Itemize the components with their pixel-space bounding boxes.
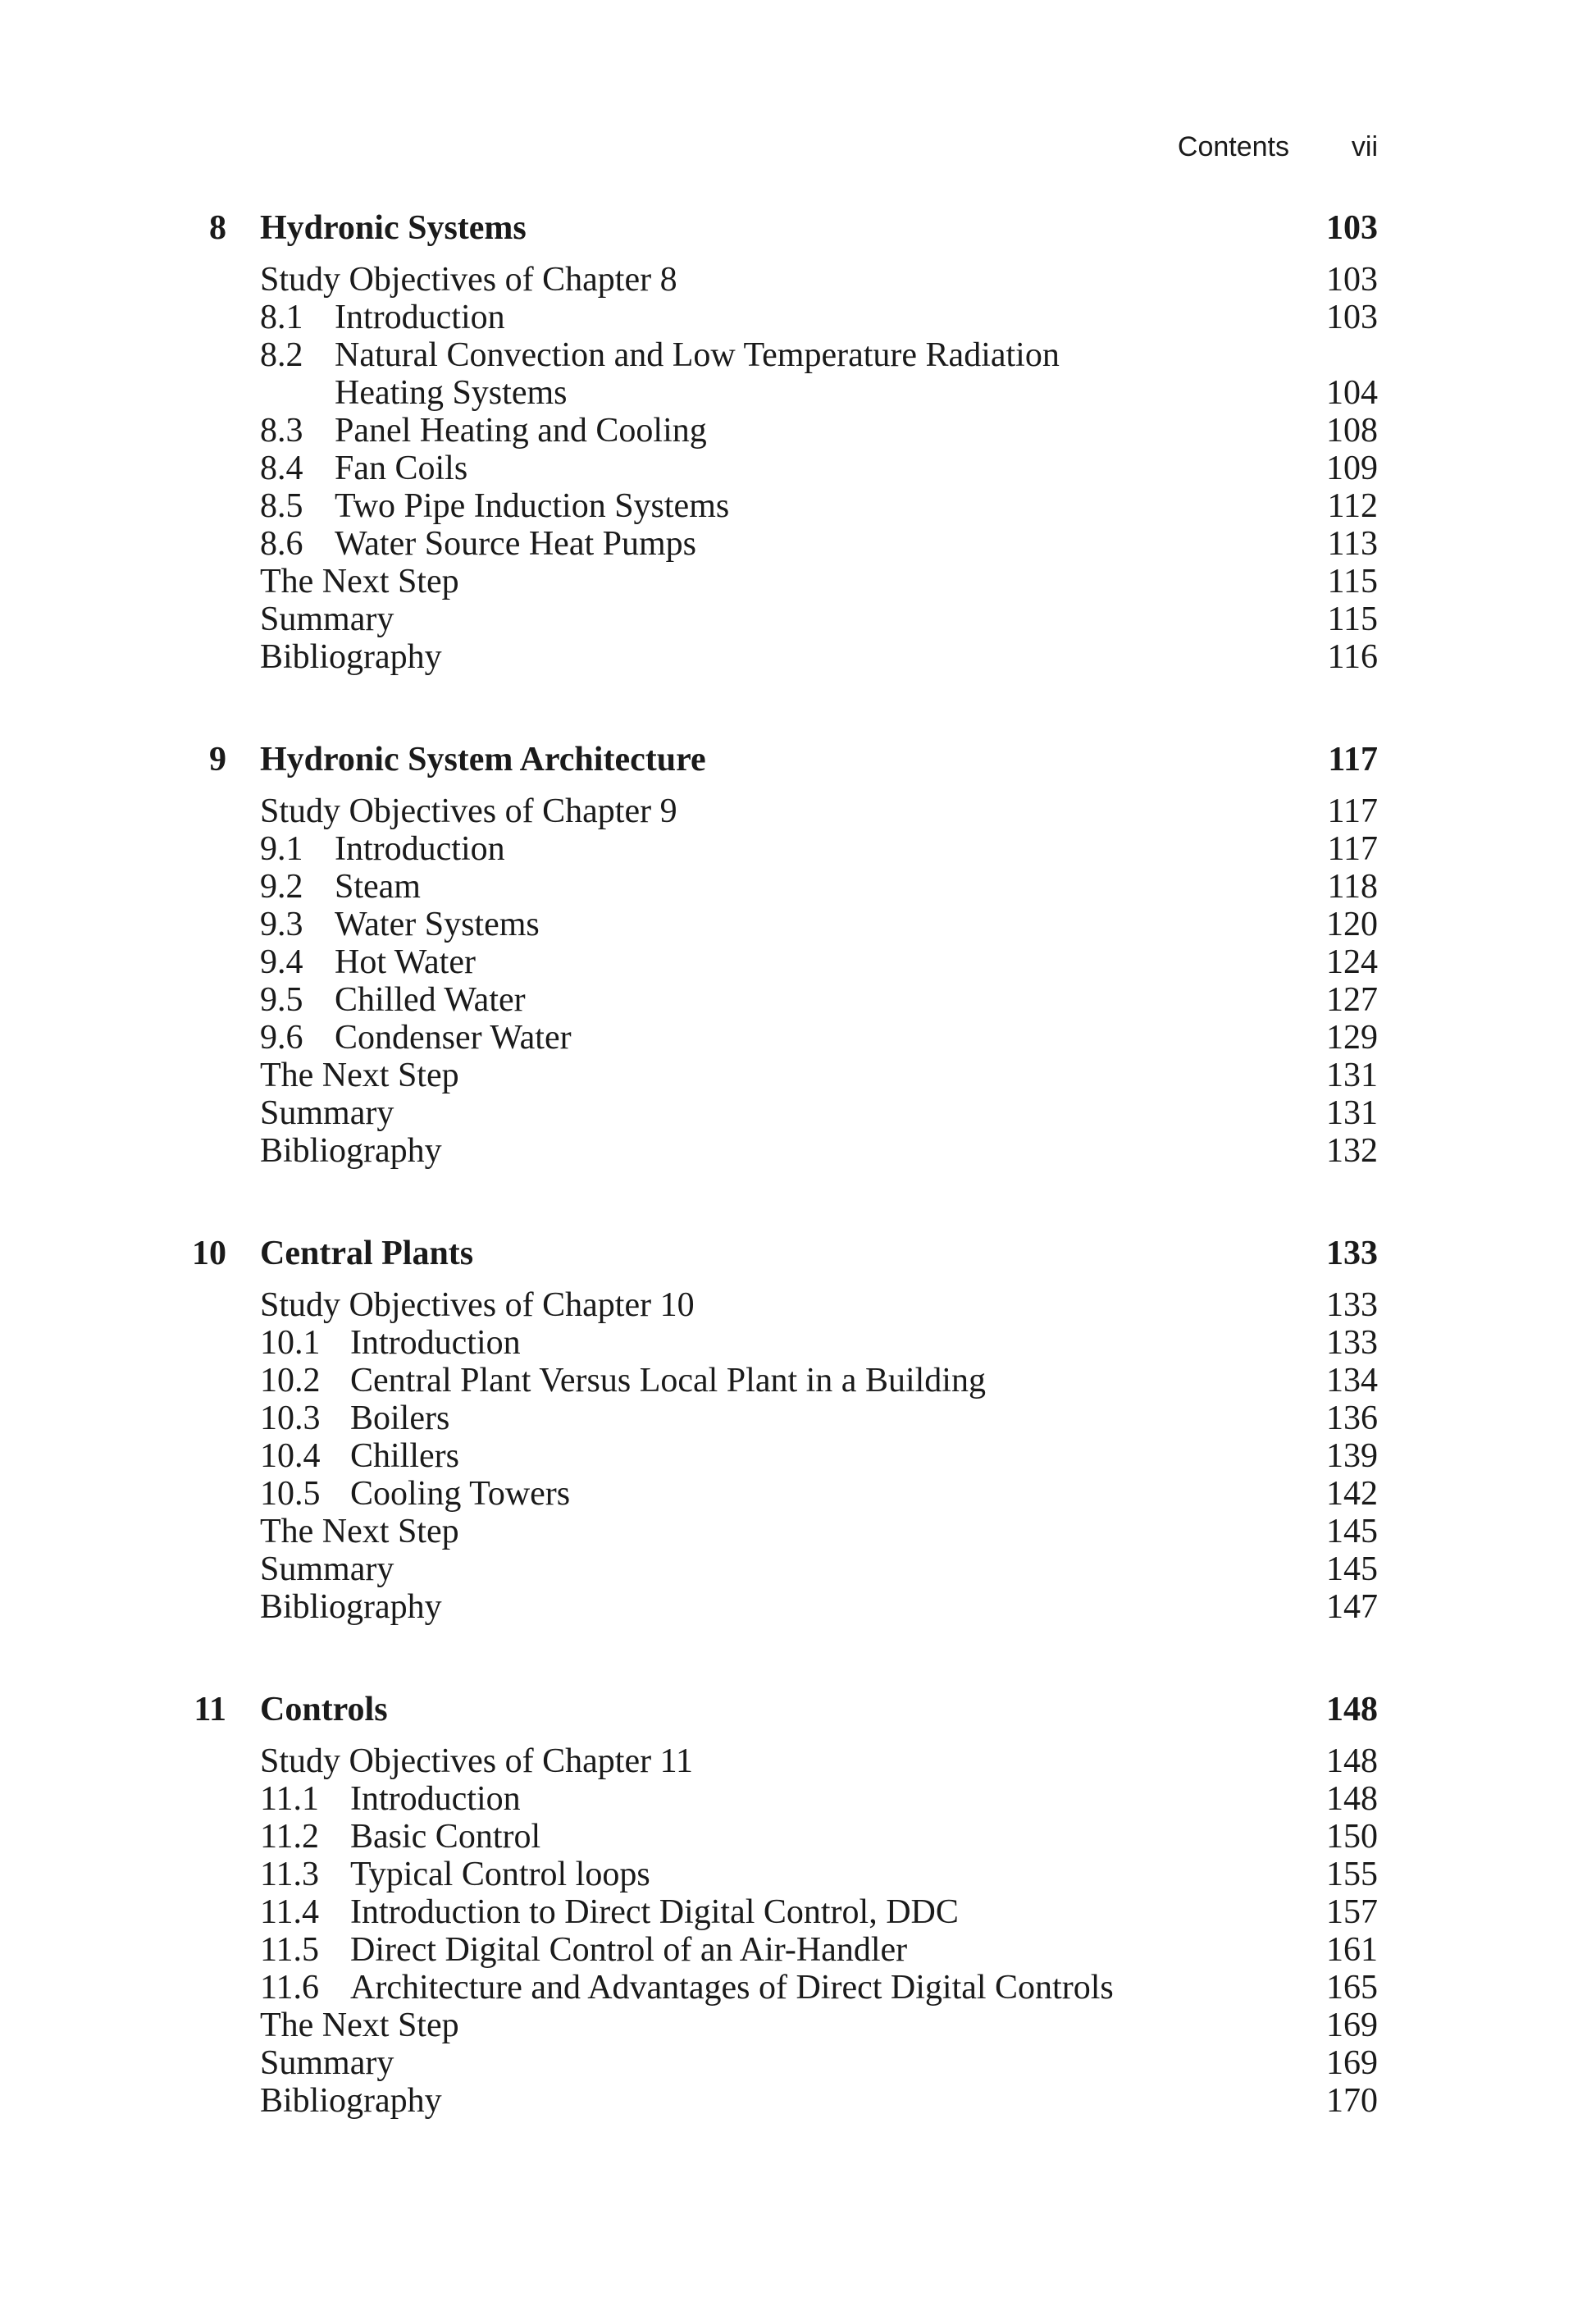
section-title: Panel Heating and Cooling xyxy=(335,412,707,450)
toc-entry-next-step xyxy=(0,2007,1596,2044)
section-page: 120 xyxy=(1326,906,1378,943)
chapter-number: 8 xyxy=(209,209,226,247)
entry-title: Summary xyxy=(260,600,394,638)
entry-page: 116 xyxy=(1327,638,1378,676)
chapter-page: 103 xyxy=(1326,209,1378,247)
toc-section xyxy=(0,868,1596,906)
section-page: 104 xyxy=(1326,374,1378,412)
toc-section xyxy=(0,1856,1596,1893)
section-title: Typical Control loops xyxy=(350,1856,650,1893)
toc-section xyxy=(0,906,1596,943)
section-number: 11.2 xyxy=(260,1818,319,1856)
entry-page: 145 xyxy=(1326,1550,1378,1588)
entry-title: Summary xyxy=(260,2044,394,2082)
toc-entry-next-step xyxy=(0,1057,1596,1094)
section-number: 11.4 xyxy=(260,1893,319,1931)
toc-section xyxy=(0,336,1596,412)
section-page: 109 xyxy=(1326,450,1378,487)
chapter-title: Controls xyxy=(260,1691,388,1728)
section-number: 10.3 xyxy=(260,1399,321,1437)
section-number: 8.5 xyxy=(260,487,303,525)
chapter-number: 11 xyxy=(194,1691,226,1728)
section-page: 129 xyxy=(1326,1019,1378,1057)
section-page: 150 xyxy=(1326,1818,1378,1856)
section-page: 139 xyxy=(1326,1437,1378,1475)
entry-page: 115 xyxy=(1327,600,1378,638)
section-title: Condenser Water xyxy=(335,1019,572,1057)
entry-page: 169 xyxy=(1326,2007,1378,2044)
toc-entry-objectives xyxy=(0,1742,1596,1780)
chapter-number: 9 xyxy=(209,741,226,778)
section-number: 8.1 xyxy=(260,299,303,336)
entry-page: 170 xyxy=(1326,2082,1378,2120)
section-number: 9.1 xyxy=(260,830,303,868)
entry-title: The Next Step xyxy=(260,1513,459,1550)
section-page: 113 xyxy=(1327,525,1378,563)
section-title: Architecture and Advantages of Direct Digital Controls xyxy=(350,1969,1114,2007)
section-number: 10.2 xyxy=(260,1362,321,1399)
toc-entry-summary xyxy=(0,600,1596,638)
toc-section xyxy=(0,1818,1596,1856)
toc-section xyxy=(0,1362,1596,1399)
toc-entry-next-step xyxy=(0,563,1596,600)
section-number: 9.6 xyxy=(260,1019,303,1057)
entry-title: Study Objectives of Chapter 9 xyxy=(260,792,677,830)
section-number: 10.4 xyxy=(260,1437,321,1475)
section-page: 127 xyxy=(1326,981,1378,1019)
running-head-page-number: vii xyxy=(1351,131,1378,162)
section-number: 10.5 xyxy=(260,1475,321,1513)
toc-section xyxy=(0,1780,1596,1818)
chapter-11 xyxy=(0,1688,1596,2120)
section-number: 8.4 xyxy=(260,450,303,487)
entry-title: Bibliography xyxy=(260,638,442,676)
toc-section xyxy=(0,981,1596,1019)
entry-title: The Next Step xyxy=(260,2007,459,2044)
section-number: 11.3 xyxy=(260,1856,319,1893)
entry-page: 169 xyxy=(1326,2044,1378,2082)
section-title: Fan Coils xyxy=(335,450,468,487)
section-title: Water Systems xyxy=(335,906,540,943)
entry-title: Bibliography xyxy=(260,1588,442,1626)
section-title: Chillers xyxy=(350,1437,459,1475)
entry-title: Study Objectives of Chapter 11 xyxy=(260,1742,694,1780)
toc-entry-summary xyxy=(0,1094,1596,1132)
chapter-9 xyxy=(0,738,1596,1170)
section-title: Two Pipe Induction Systems xyxy=(335,487,730,525)
entry-page: 132 xyxy=(1326,1132,1378,1170)
toc-section xyxy=(0,299,1596,336)
section-page: 165 xyxy=(1326,1969,1378,2007)
section-page: 161 xyxy=(1326,1931,1378,1969)
section-title-continued: Heating Systems xyxy=(335,374,568,412)
section-page: 134 xyxy=(1326,1362,1378,1399)
chapter-page: 148 xyxy=(1326,1691,1378,1728)
toc-section xyxy=(0,1893,1596,1931)
toc-section xyxy=(0,525,1596,563)
toc-section xyxy=(0,412,1596,450)
section-number: 8.6 xyxy=(260,525,303,563)
section-title: Introduction xyxy=(350,1780,521,1818)
toc-entry-summary xyxy=(0,2044,1596,2082)
section-title: Water Source Heat Pumps xyxy=(335,525,696,563)
section-page: 157 xyxy=(1326,1893,1378,1931)
section-page: 103 xyxy=(1326,299,1378,336)
chapter-page: 117 xyxy=(1328,741,1378,778)
section-page: 112 xyxy=(1327,487,1378,525)
section-page: 118 xyxy=(1327,868,1378,906)
section-number: 9.4 xyxy=(260,943,303,981)
section-number: 9.3 xyxy=(260,906,303,943)
section-title: Natural Convection and Low Temperature Radiation xyxy=(335,336,1060,374)
toc-entry-bibliography xyxy=(0,1132,1596,1170)
entry-page: 131 xyxy=(1326,1094,1378,1132)
chapter-heading xyxy=(0,207,1596,249)
section-number: 9.2 xyxy=(260,868,303,906)
toc-section xyxy=(0,1969,1596,2007)
section-title: Steam xyxy=(335,868,421,906)
entry-title: Summary xyxy=(260,1094,394,1132)
toc-entry-objectives xyxy=(0,792,1596,830)
toc-section xyxy=(0,943,1596,981)
section-number: 9.5 xyxy=(260,981,303,1019)
section-title: Boilers xyxy=(350,1399,450,1437)
chapter-10 xyxy=(0,1232,1596,1626)
entry-title: The Next Step xyxy=(260,563,459,600)
chapter-title: Hydronic Systems xyxy=(260,209,527,247)
running-head-title: Contents xyxy=(1177,131,1289,162)
toc-section xyxy=(0,1324,1596,1362)
toc-entry-next-step xyxy=(0,1513,1596,1550)
section-number: 8.3 xyxy=(260,412,303,450)
toc-entry-objectives xyxy=(0,1286,1596,1324)
chapter-number: 10 xyxy=(192,1235,226,1272)
entry-page: 103 xyxy=(1326,261,1378,299)
section-number: 11.1 xyxy=(260,1780,319,1818)
section-title: Introduction xyxy=(335,299,505,336)
toc-entry-bibliography xyxy=(0,1588,1596,1626)
section-number: 11.6 xyxy=(260,1969,319,2007)
section-page: 133 xyxy=(1326,1324,1378,1362)
entry-page: 147 xyxy=(1326,1588,1378,1626)
toc-section xyxy=(0,1437,1596,1475)
chapter-page: 133 xyxy=(1326,1235,1378,1272)
entry-title: Bibliography xyxy=(260,2082,442,2120)
section-number: 10.1 xyxy=(260,1324,321,1362)
entry-title: Study Objectives of Chapter 8 xyxy=(260,261,677,299)
entry-page: 131 xyxy=(1326,1057,1378,1094)
chapter-title: Hydronic System Architecture xyxy=(260,741,706,778)
running-head xyxy=(1066,131,1378,171)
toc-entry-bibliography xyxy=(0,2082,1596,2120)
section-title: Introduction xyxy=(350,1324,521,1362)
chapter-heading xyxy=(0,1688,1596,1731)
entry-page: 117 xyxy=(1327,792,1378,830)
toc-entry-bibliography xyxy=(0,638,1596,676)
toc-section xyxy=(0,1475,1596,1513)
chapter-heading xyxy=(0,1232,1596,1275)
toc-section xyxy=(0,487,1596,525)
toc-section xyxy=(0,830,1596,868)
chapter-heading xyxy=(0,738,1596,781)
toc-entry-summary xyxy=(0,1550,1596,1588)
chapter-8 xyxy=(0,207,1596,676)
section-title: Direct Digital Control of an Air-Handler xyxy=(350,1931,908,1969)
section-title: Cooling Towers xyxy=(350,1475,571,1513)
section-title: Hot Water xyxy=(335,943,476,981)
entry-page: 115 xyxy=(1327,563,1378,600)
section-title: Introduction to Direct Digital Control, DDC xyxy=(350,1893,959,1931)
section-page: 108 xyxy=(1326,412,1378,450)
entry-title: The Next Step xyxy=(260,1057,459,1094)
toc-section xyxy=(0,1399,1596,1437)
section-title: Basic Control xyxy=(350,1818,541,1856)
toc-section xyxy=(0,450,1596,487)
section-number: 8.2 xyxy=(260,336,303,374)
section-title: Introduction xyxy=(335,830,505,868)
toc-entry-objectives xyxy=(0,261,1596,299)
entry-page: 148 xyxy=(1326,1742,1378,1780)
chapter-title: Central Plants xyxy=(260,1235,474,1272)
toc-section xyxy=(0,1019,1596,1057)
entry-page: 133 xyxy=(1326,1286,1378,1324)
section-page: 142 xyxy=(1326,1475,1378,1513)
section-page: 117 xyxy=(1327,830,1378,868)
entry-page: 145 xyxy=(1326,1513,1378,1550)
section-number: 11.5 xyxy=(260,1931,319,1969)
section-page: 136 xyxy=(1326,1399,1378,1437)
section-page: 124 xyxy=(1326,943,1378,981)
section-title: Chilled Water xyxy=(335,981,526,1019)
entry-title: Bibliography xyxy=(260,1132,442,1170)
section-page: 148 xyxy=(1326,1780,1378,1818)
entry-title: Study Objectives of Chapter 10 xyxy=(260,1286,695,1324)
section-title: Central Plant Versus Local Plant in a Building xyxy=(350,1362,986,1399)
toc-section xyxy=(0,1931,1596,1969)
section-page: 155 xyxy=(1326,1856,1378,1893)
entry-title: Summary xyxy=(260,1550,394,1588)
